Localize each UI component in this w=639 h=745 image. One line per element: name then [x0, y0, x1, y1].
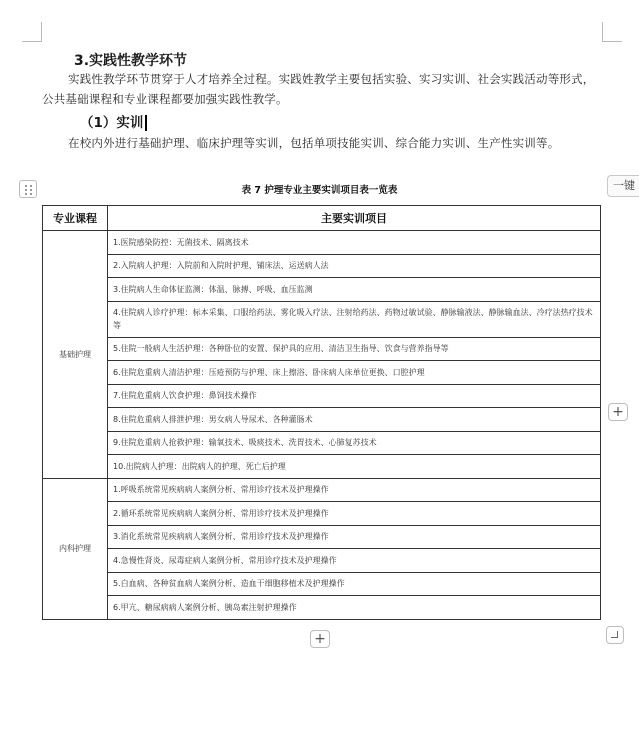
table-cell[interactable]: 7.住院危重病人饮食护理：鼻饲技术操作 — [108, 384, 601, 408]
table-caption: 表 7 护理专业主要实训项目表一览表 — [241, 185, 398, 196]
text-cursor — [145, 115, 147, 131]
training-paragraph: 在校内外进行基础护理、临床护理等实训，包括单项技能实训、综合能力实训、生产性实训等。 — [68, 136, 560, 150]
add-column-button[interactable]: + — [608, 403, 628, 421]
table-row — [43, 231, 601, 255]
table-cell[interactable]: 5.住院一般病人生活护理：各种卧位的安置、保护具的应用、清洁卫生指导、饮食与营养指导等 — [108, 337, 601, 361]
intro-paragraph: 实践性教学环节贯穿于人才培养全过程。实践姓教学主要包括实验、实习实训、社会实践活动等形式，公共基础课程和专业课程都要加强实践性教学。 — [42, 72, 595, 106]
table-cell[interactable]: 3.消化系统常见疾病病人案例分析、常用诊疗技术及护理操作 — [108, 525, 601, 549]
table-row — [43, 478, 601, 502]
group-name: 内科护理 — [43, 478, 108, 619]
table-row — [43, 361, 601, 385]
table-row — [43, 525, 601, 549]
table-row — [43, 254, 601, 278]
table-row — [43, 431, 601, 455]
header-items: 主要实训项目 — [108, 206, 601, 231]
section-heading: 3.实践性教学环节 — [74, 53, 188, 69]
table-cell[interactable]: 4.急慢性肾炎、尿毒症病人案例分析、常用诊疗技术及护理操作 — [108, 549, 601, 573]
subsection-heading[interactable] — [80, 111, 147, 131]
group-name: 基础护理 — [43, 231, 108, 479]
table-row — [43, 572, 601, 596]
table-cell[interactable]: 6.住院危重病人清洁护理：压疮预防与护理、床上擦浴、卧床病人床单位更换、口腔护理 — [108, 361, 601, 385]
table-cell[interactable]: 2.入院病人护理：入院前和入院时护理、铺床法、运送病人法 — [108, 254, 601, 278]
table-cell[interactable]: 5.白血病、各种贫血病人案例分析、造血干细胞移植术及护理操作 — [108, 572, 601, 596]
table-cell[interactable]: 1.医院感染防控：无菌技术、隔离技术 — [108, 231, 601, 255]
table-cell[interactable]: 6.甲亢、糖尿病病人案例分析、胰岛素注射护理操作 — [108, 596, 601, 620]
table-row — [43, 549, 601, 573]
table-cell[interactable]: 4.住院病人诊疗护理：标本采集、口服给药法、雾化吸入疗法、注射给药法、药物过敏试验、静脉输液法、静脉输血法、冷疗法热疗技术等 — [108, 301, 601, 337]
table-row — [43, 337, 601, 361]
header-course: 专业课程 — [43, 206, 108, 231]
table-cell[interactable]: 9.住院危重病人抢救护理：输氧技术、吸痰技术、洗胃技术、心肺复苏技术 — [108, 431, 601, 455]
table-row — [43, 455, 601, 479]
page-corner-mark-top-right — [602, 22, 622, 42]
training-table — [42, 205, 601, 620]
table-row — [43, 408, 601, 432]
table-cell[interactable]: 3.住院病人生命体征监测：体温、脉搏、呼吸、血压监测 — [108, 278, 601, 302]
table-cell[interactable]: 2.循环系统常见疾病病人案例分析、常用诊疗技术及护理操作 — [108, 502, 601, 526]
table-cell[interactable]: 1.呼吸系统常见疾病病人案例分析、常用诊疗技术及护理操作 — [108, 478, 601, 502]
table-cell[interactable]: 8.住院危重病人排泄护理：男女病人导尿术、各种灌肠术 — [108, 408, 601, 432]
add-row-button[interactable]: + — [310, 630, 330, 648]
table-header-row — [43, 206, 601, 231]
table-row — [43, 502, 601, 526]
subsection-heading-text: （1）实训 — [80, 115, 144, 131]
table-row — [43, 596, 601, 620]
one-click-button[interactable]: 一键 — [607, 175, 639, 197]
table-row — [43, 301, 601, 337]
page-corner-mark-top-left — [22, 22, 42, 42]
table-row — [43, 278, 601, 302]
table-resize-icon[interactable] — [606, 626, 624, 644]
table-row — [43, 384, 601, 408]
table-cell[interactable]: 10.出院病人护理：出院病人的护理、死亡后护理 — [108, 455, 601, 479]
